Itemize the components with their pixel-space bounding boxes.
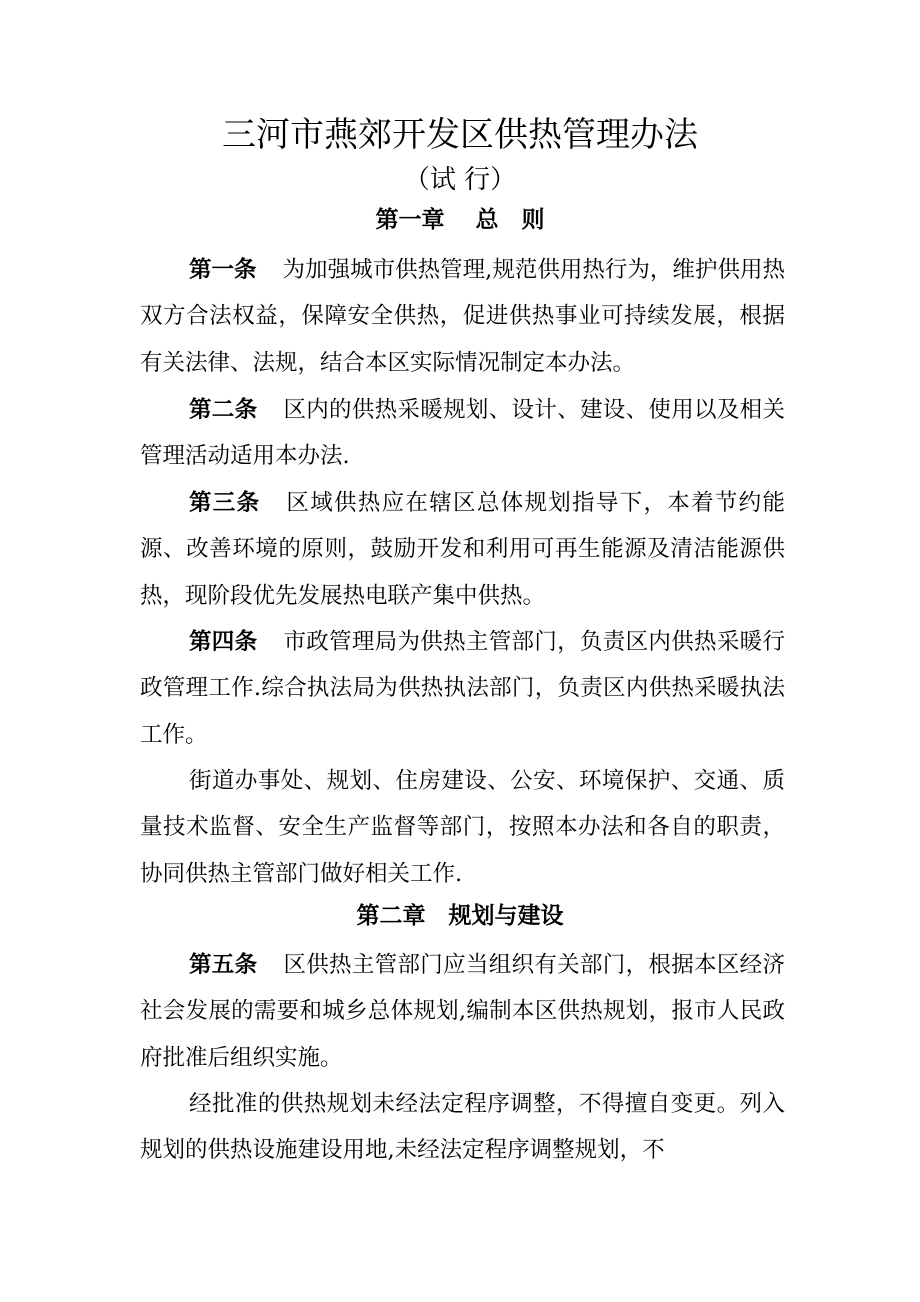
chapter-heading-2: 第二章 规划与建设 bbox=[356, 903, 564, 929]
article-5-label: 第五条 bbox=[189, 952, 258, 978]
article-3 bbox=[140, 480, 785, 619]
article-2-text: 区内的供热采暖规划、设计、建设、使用以及相关管理活动适用本办法. bbox=[140, 397, 785, 470]
article-1 bbox=[140, 247, 785, 386]
article-5-paragraph-2: 经批准的供热规划未经法定程序调整，不得擅自变更。列入规划的供热设施建设用地,未经法定程序调整规划，不 bbox=[140, 1091, 785, 1164]
article-4-paragraph-2: 街道办事处、规划、住房建设、公安、环境保护、交通、质量技术监督、安全生产监督等部门，按照本办法和各自的职责，协同供热主管部门做好相关工作. bbox=[140, 768, 785, 887]
article-4-text: 市政管理局为供热主管部门，负责区内供热采暖行政管理工作.综合执法局为供热执法部门，负责区内供热采暖执法工作。 bbox=[140, 629, 785, 748]
document-title: 三河市燕郊开发区供热管理办法 bbox=[222, 115, 698, 155]
article-2 bbox=[140, 387, 785, 480]
article-4-label: 第四条 bbox=[189, 629, 258, 655]
article-1-label: 第一条 bbox=[189, 257, 257, 283]
article-4 bbox=[140, 619, 785, 758]
article-3-text: 区域供热应在辖区总体规划指导下，本着节约能源、改善环境的原则，鼓励开发和利用可再生能源及清洁能源供热，现阶段优先发展热电联产集中供热。 bbox=[140, 490, 785, 609]
article-2-label: 第二条 bbox=[189, 397, 258, 423]
document-subtitle: （试 行） bbox=[403, 165, 517, 195]
article-5 bbox=[140, 942, 785, 1081]
chapter-heading-1: 第一章 总 则 bbox=[375, 207, 545, 233]
article-5-text: 区供热主管部门应当组织有关部门，根据本区经济社会发展的需要和城乡总体规划,编制本区供热规划，报市人民政府批准后组织实施。 bbox=[140, 952, 785, 1071]
article-1-text: 为加强城市供热管理,规范供用热行为，维护供用热双方合法权益，保障安全供热，促进供热事业可持续发展，根据有关法律、法规，结合本区实际情况制定本办法。 bbox=[140, 257, 785, 376]
article-3-label: 第三条 bbox=[189, 490, 261, 516]
